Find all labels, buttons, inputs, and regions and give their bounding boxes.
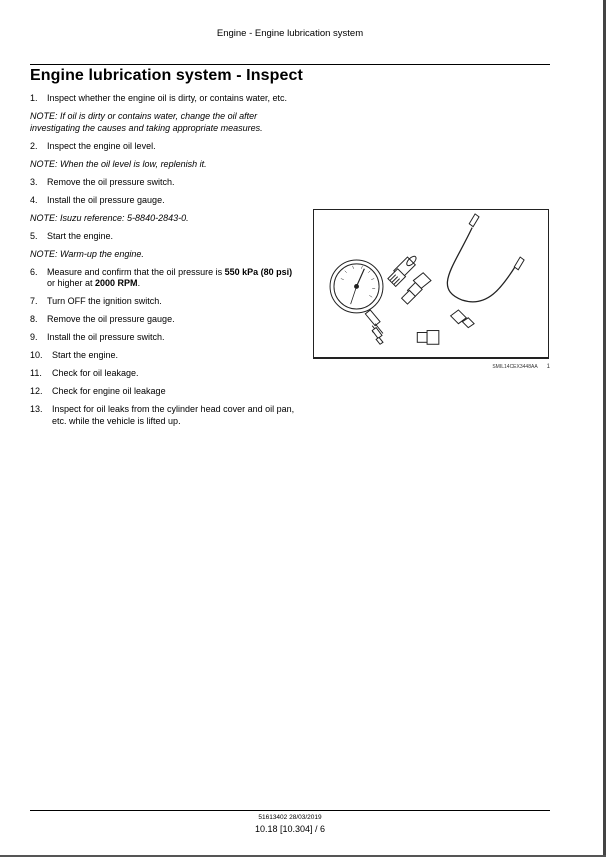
pressure-value: 550 kPa (80 psi) — [224, 266, 293, 277]
step-3 — [30, 177, 295, 189]
step-2 — [30, 141, 295, 153]
note-label: NOTE: — [30, 212, 58, 223]
step-5 — [30, 231, 295, 243]
step-text: Inspect whether the engine oil is dirty, or contains water, etc. — [47, 93, 287, 103]
step-number: 7. — [30, 296, 38, 306]
step-number: 8. — [30, 314, 38, 324]
figure-code: SMIL14CEX3448AA — [492, 364, 538, 370]
note-text: Warm-up the engine. — [57, 248, 144, 259]
step-text: Install the oil pressure switch. — [47, 332, 165, 342]
gauge-kit-illustration — [314, 210, 548, 357]
step-number: 4. — [30, 194, 38, 205]
note-text: If oil is dirty or contains water, change the oil after investigating the causes and taking appropriate measures. — [30, 111, 263, 133]
step-text-part: Measure and confirm that the oil pressure is — [47, 266, 225, 277]
step-text-part: or higher at — [47, 278, 96, 288]
footer-doc-id: 51613402 28/03/2019 — [258, 814, 322, 821]
step-number: 5. — [30, 230, 38, 241]
step-1 — [30, 93, 295, 105]
step-text: Remove the oil pressure gauge. — [47, 314, 175, 324]
step-text-part: . — [137, 278, 141, 288]
step-text: Inspect for oil leaks from the cylinder head cover and oil pan, etc. while the vehicle is lifted up. — [52, 404, 295, 426]
note-1 — [30, 111, 295, 134]
footer-page-ref: 10.18 [10.304] / 6 — [254, 824, 326, 834]
page-title: Engine lubrication system - Inspect — [30, 67, 303, 84]
step-11 — [30, 368, 295, 380]
step-text — [47, 267, 295, 290]
step-12 — [30, 386, 295, 398]
note-text: When the oil level is low, replenish it. — [57, 158, 207, 169]
note-4 — [30, 249, 295, 261]
step-text: Start the engine. — [52, 350, 119, 360]
procedure-content — [30, 93, 295, 434]
step-number: 2. — [30, 140, 38, 151]
adapter-icon — [388, 255, 418, 287]
step-text: Check for oil leakage. — [52, 368, 139, 378]
step-number: 1. — [30, 93, 38, 103]
adapter-icon — [417, 331, 439, 345]
step-number: 10. — [30, 350, 43, 360]
pressure-gauge-icon — [330, 260, 383, 344]
step-text: Check for engine oil leakage — [52, 386, 166, 396]
step-6 — [30, 267, 295, 290]
step-number: 6. — [30, 266, 38, 277]
footer-rule — [30, 810, 550, 811]
figure-caption — [470, 364, 550, 370]
adapter-icon — [451, 310, 475, 328]
note-label: NOTE: — [30, 248, 58, 259]
step-8 — [30, 314, 295, 326]
hose-icon — [447, 214, 524, 302]
adapter-icon — [402, 273, 431, 304]
step-number: 13. — [30, 404, 43, 414]
figure-oil-pressure-gauge-kit — [313, 209, 549, 359]
step-9 — [30, 332, 295, 344]
note-label: NOTE: — [30, 158, 58, 169]
rpm-value: 2000 RPM — [95, 278, 138, 288]
step-10 — [30, 350, 295, 362]
note-label: NOTE: — [30, 111, 58, 121]
step-text: Remove the oil pressure switch. — [47, 176, 175, 187]
running-header: Engine - Engine lubrication system — [216, 28, 364, 39]
step-number: 11. — [30, 368, 42, 378]
note-3 — [30, 213, 295, 225]
note-2 — [30, 159, 295, 171]
step-text: Install the oil pressure gauge. — [47, 194, 165, 205]
step-number: 9. — [30, 332, 38, 342]
step-text: Inspect the engine oil level. — [47, 140, 156, 151]
step-number: 3. — [30, 176, 38, 187]
step-13 — [30, 404, 295, 427]
step-7 — [30, 296, 295, 308]
step-text: Start the engine. — [47, 230, 114, 241]
step-text: Turn OFF the ignition switch. — [47, 296, 162, 306]
step-number: 12. — [30, 386, 43, 396]
header-rule — [30, 64, 550, 65]
note-text: Isuzu reference: 5-8840-2843-0. — [57, 212, 189, 223]
figure-number: 1 — [546, 364, 550, 370]
step-4 — [30, 195, 295, 207]
